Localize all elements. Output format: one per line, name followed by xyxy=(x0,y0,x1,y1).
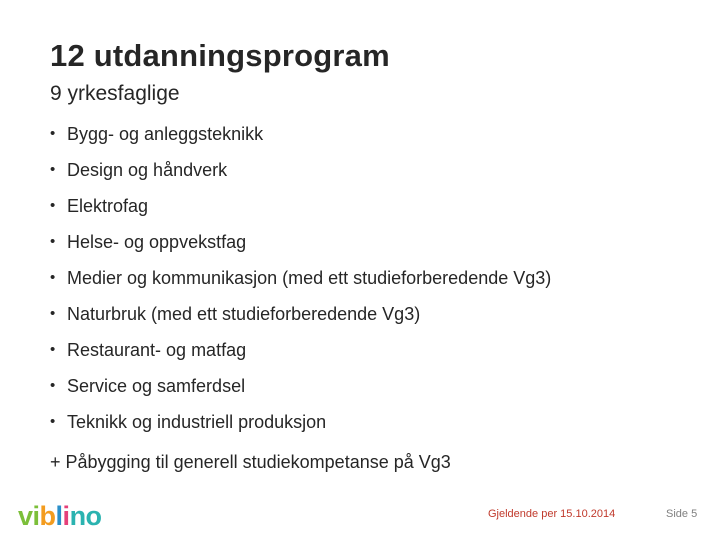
list-item xyxy=(50,374,551,410)
list-item xyxy=(50,194,551,230)
logo-part: vi xyxy=(18,501,40,531)
list-item xyxy=(50,158,551,194)
list-item xyxy=(50,266,551,302)
vilbo-logo xyxy=(18,500,102,532)
list-item xyxy=(50,338,551,374)
page-number: Side 5 xyxy=(666,508,698,520)
logo-part: l xyxy=(55,501,63,531)
list-item xyxy=(50,230,551,266)
list-item-label: Teknikk og industriell produksjon xyxy=(67,412,327,432)
additional-program-note: + Påbygging til generell studiekompetanse på Vg3 xyxy=(50,452,451,472)
list-item-label: Service og samferdsel xyxy=(67,376,246,396)
slide-subtitle: 9 yrkesfaglige xyxy=(50,82,180,105)
list-item-label: Design og håndverk xyxy=(67,160,228,180)
list-item-label: Helse- og oppvekstfag xyxy=(67,232,247,252)
slide-title: 12 utdanningsprogram xyxy=(50,38,390,73)
bullet-icon: • xyxy=(50,341,56,358)
list-item xyxy=(50,410,551,446)
bullet-icon: • xyxy=(50,125,56,142)
logo-part: b xyxy=(39,501,56,531)
bullet-icon: • xyxy=(50,233,56,250)
footer-date: Gjeldende per 15.10.2014 xyxy=(488,508,616,520)
list-item xyxy=(50,302,551,338)
bullet-icon: • xyxy=(50,269,56,286)
bullet-icon: • xyxy=(50,377,56,394)
bullet-icon: • xyxy=(50,413,56,430)
program-list xyxy=(50,122,551,446)
logo-part: no xyxy=(69,501,102,531)
bullet-icon: • xyxy=(50,197,56,214)
list-item-label: Medier og kommunikasjon (med ett studieforberedende Vg3) xyxy=(67,268,552,288)
list-item-label: Elektrofag xyxy=(67,196,149,216)
bullet-icon: • xyxy=(50,161,56,178)
list-item-label: Restaurant- og matfag xyxy=(67,340,247,360)
list-item xyxy=(50,122,551,158)
list-item-label: Bygg- og anleggsteknikk xyxy=(67,124,264,144)
logo-part: i xyxy=(62,501,70,531)
bullet-icon: • xyxy=(50,305,56,322)
list-item-label: Naturbruk (med ett studieforberedende Vg3) xyxy=(67,304,421,324)
